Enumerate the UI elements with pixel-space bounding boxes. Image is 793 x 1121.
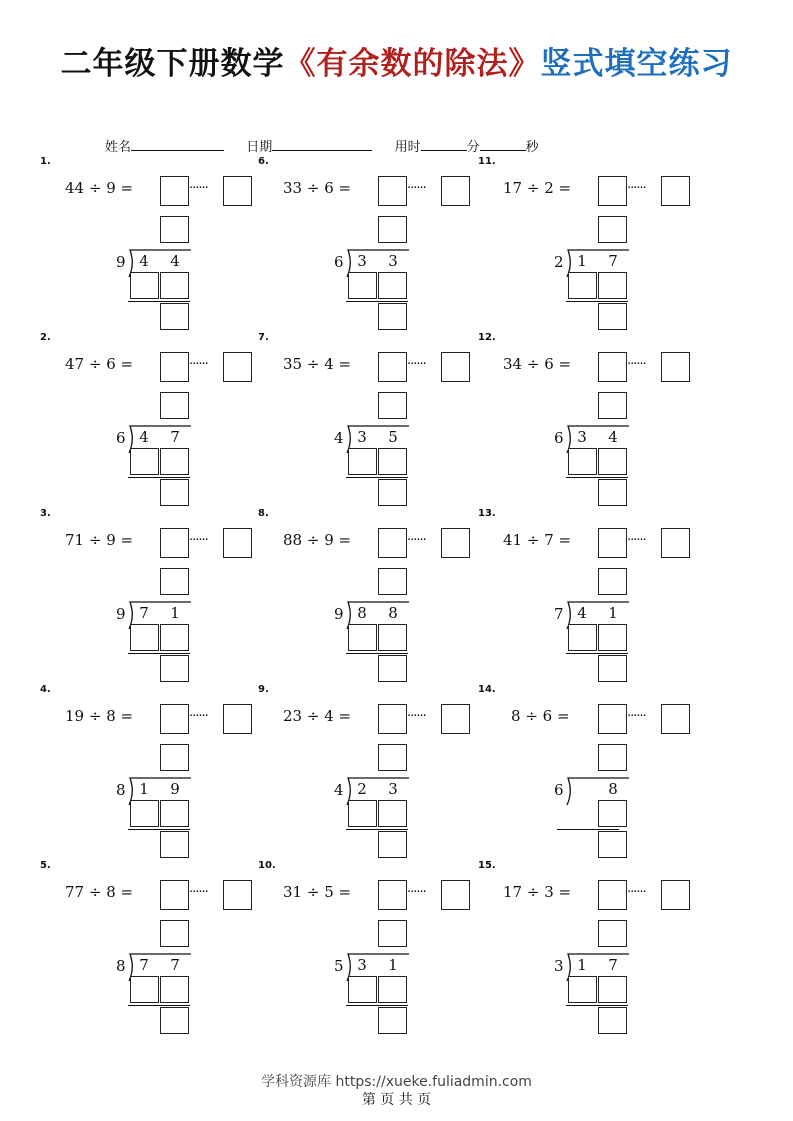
- product-ones-box[interactable]: [160, 272, 189, 299]
- subtraction-line: [346, 829, 408, 830]
- long-quotient-box[interactable]: [160, 216, 189, 243]
- problem-number: 15.: [478, 860, 496, 871]
- long-divisor: 6: [554, 781, 564, 799]
- remainder-dots: ······: [407, 357, 426, 372]
- product-ones-box[interactable]: [598, 800, 627, 827]
- product-tens-box[interactable]: [130, 448, 159, 475]
- quotient-box[interactable]: [378, 352, 407, 382]
- problem-number: 7.: [258, 332, 269, 343]
- dividend-ones: 7: [608, 252, 618, 270]
- equals-sign: =: [333, 707, 352, 725]
- long-quotient-box[interactable]: [160, 568, 189, 595]
- product-ones-box[interactable]: [160, 800, 189, 827]
- dividend-tens: 4: [139, 252, 149, 270]
- dividend: 47: [65, 355, 85, 373]
- problem-number: 11.: [478, 156, 496, 167]
- problem-11: [478, 156, 708, 331]
- dividend-ones: 7: [170, 428, 180, 446]
- equation: [503, 355, 571, 373]
- divide-sign: ÷: [84, 883, 107, 901]
- problem-number: 5.: [40, 860, 51, 871]
- dividend: 71: [65, 531, 85, 549]
- problem-6: [258, 156, 488, 331]
- remainder-box[interactable]: [223, 704, 252, 734]
- product-ones-box[interactable]: [598, 976, 627, 1003]
- equation: [65, 531, 133, 549]
- product-tens-box[interactable]: [568, 624, 597, 651]
- dividend-ones: 8: [608, 780, 618, 798]
- footer-site: 学科资源库 https://xueke.fuliadmin.com: [261, 1074, 532, 1090]
- remainder-dots: ······: [407, 181, 426, 196]
- page-title: [0, 38, 793, 83]
- product-ones-box[interactable]: [598, 448, 627, 475]
- remainder-box[interactable]: [661, 352, 690, 382]
- remainder-box[interactable]: [441, 176, 470, 206]
- equation: [65, 707, 133, 725]
- name-label: 姓名: [105, 140, 132, 155]
- quotient-box[interactable]: [160, 352, 189, 382]
- remainder-dots: ······: [627, 181, 646, 196]
- problem-14: [478, 684, 708, 859]
- dividend-tens: 1: [577, 956, 587, 974]
- minutes-field[interactable]: [421, 139, 467, 151]
- dividend-ones: 4: [170, 252, 180, 270]
- dividend-tens: 7: [139, 604, 149, 622]
- divisor: 9: [106, 179, 116, 197]
- quotient-box[interactable]: [160, 704, 189, 734]
- long-divisor: 4: [334, 781, 344, 799]
- divide-sign: ÷: [84, 531, 107, 549]
- quotient-box[interactable]: [378, 176, 407, 206]
- quotient-box[interactable]: [598, 528, 627, 558]
- remainder-box[interactable]: [223, 352, 252, 382]
- long-divisor: 8: [116, 957, 126, 975]
- long-quotient-box[interactable]: [598, 568, 627, 595]
- remainder-box[interactable]: [441, 704, 470, 734]
- remainder-box[interactable]: [661, 528, 690, 558]
- equation: [283, 179, 351, 197]
- title-exercise: 竖式填空练习: [540, 46, 733, 82]
- divisor: 8: [106, 707, 116, 725]
- problem-2: [40, 332, 270, 507]
- equals-sign: =: [333, 531, 352, 549]
- subtraction-line: [346, 301, 408, 302]
- info-row: [105, 136, 539, 155]
- long-divisor: 6: [116, 429, 126, 447]
- divide-sign: ÷: [302, 179, 325, 197]
- product-tens-box[interactable]: [568, 448, 597, 475]
- long-divisor: 2: [554, 253, 564, 271]
- equation: [503, 531, 571, 549]
- equation: [283, 531, 351, 549]
- product-tens-box[interactable]: [568, 976, 597, 1003]
- dividend: 17: [503, 179, 523, 197]
- subtraction-line: [128, 653, 190, 654]
- subtraction-line: [566, 1005, 628, 1006]
- long-division-bracket: [563, 776, 728, 806]
- long-quotient-box[interactable]: [598, 392, 627, 419]
- divide-sign: ÷: [84, 179, 107, 197]
- divide-sign: ÷: [522, 883, 545, 901]
- subtraction-line: [566, 653, 628, 654]
- subtraction-line: [128, 829, 190, 830]
- divisor: 4: [324, 355, 334, 373]
- divide-sign: ÷: [302, 531, 325, 549]
- problem-12: [478, 332, 708, 507]
- equation: [283, 707, 351, 725]
- dividend-ones: 9: [170, 780, 180, 798]
- remainder-result-box[interactable]: [160, 655, 189, 682]
- divisor: 8: [106, 883, 116, 901]
- dividend-ones: 1: [388, 956, 398, 974]
- subtraction-line: [346, 653, 408, 654]
- dividend: 19: [65, 707, 85, 725]
- subtraction-line: [566, 477, 628, 478]
- equals-sign: =: [553, 531, 572, 549]
- equation: [65, 179, 133, 197]
- long-divisor: 4: [334, 429, 344, 447]
- dividend: 34: [503, 355, 523, 373]
- dividend-tens: 4: [139, 428, 149, 446]
- long-quotient-box[interactable]: [598, 216, 627, 243]
- long-divisor: 6: [554, 429, 564, 447]
- equals-sign: =: [553, 179, 572, 197]
- dividend-tens: 3: [357, 428, 367, 446]
- divisor: 6: [106, 355, 116, 373]
- divisor: 4: [324, 707, 334, 725]
- remainder-result-box[interactable]: [160, 1007, 189, 1034]
- remainder-dots: ······: [627, 885, 646, 900]
- divide-sign: ÷: [522, 355, 545, 373]
- long-quotient-box[interactable]: [598, 744, 627, 771]
- remainder-result-box[interactable]: [378, 479, 407, 506]
- dividend: 41: [503, 531, 523, 549]
- long-divisor: 7: [554, 605, 564, 623]
- equals-sign: =: [115, 179, 134, 197]
- dividend-tens: 8: [357, 604, 367, 622]
- divide-sign: ÷: [522, 531, 545, 549]
- dividend-tens: 4: [577, 604, 587, 622]
- divisor: 3: [544, 883, 554, 901]
- equation: [503, 179, 571, 197]
- problem-4: [40, 684, 270, 859]
- product-ones-box[interactable]: [598, 272, 627, 299]
- divide-sign: ÷: [520, 707, 543, 725]
- remainder-dots: ······: [627, 533, 646, 548]
- problem-number: 8.: [258, 508, 269, 519]
- dividend-tens: 3: [357, 252, 367, 270]
- product-tens-box[interactable]: [130, 272, 159, 299]
- problem-number: 14.: [478, 684, 496, 695]
- product-tens-box[interactable]: [348, 800, 377, 827]
- divide-sign: ÷: [522, 179, 545, 197]
- equals-sign: =: [115, 883, 134, 901]
- product-ones-box[interactable]: [160, 448, 189, 475]
- quotient-box[interactable]: [378, 704, 407, 734]
- product-ones-box[interactable]: [378, 976, 407, 1003]
- equals-sign: =: [333, 883, 352, 901]
- remainder-result-box[interactable]: [378, 303, 407, 330]
- divisor: 9: [106, 531, 116, 549]
- product-tens-box[interactable]: [348, 448, 377, 475]
- name-field[interactable]: [131, 139, 224, 151]
- divide-sign: ÷: [302, 707, 325, 725]
- problem-3: [40, 508, 270, 683]
- divisor: 6: [324, 179, 334, 197]
- product-tens-box[interactable]: [348, 976, 377, 1003]
- long-quotient-box[interactable]: [160, 744, 189, 771]
- quotient-box[interactable]: [378, 528, 407, 558]
- problem-number: 3.: [40, 508, 51, 519]
- equals-sign: =: [115, 707, 134, 725]
- remainder-result-box[interactable]: [598, 831, 627, 858]
- divisor: 2: [544, 179, 554, 197]
- long-divisor: 9: [116, 605, 126, 623]
- time-label: 用时: [394, 140, 421, 155]
- long-quotient-box[interactable]: [378, 216, 407, 243]
- product-ones-box[interactable]: [378, 800, 407, 827]
- problem-7: [258, 332, 488, 507]
- date-field[interactable]: [272, 139, 372, 151]
- dividend-tens: 1: [577, 252, 587, 270]
- divisor: 9: [324, 531, 334, 549]
- dividend: 23: [283, 707, 303, 725]
- quotient-box[interactable]: [160, 880, 189, 910]
- equals-sign: =: [553, 355, 572, 373]
- seconds-label: 秒: [525, 140, 539, 155]
- seconds-field[interactable]: [480, 139, 526, 151]
- remainder-dots: ······: [407, 533, 426, 548]
- long-divisor: 6: [334, 253, 344, 271]
- quotient-box[interactable]: [378, 880, 407, 910]
- dividend-tens: 1: [139, 780, 149, 798]
- problem-10: [258, 860, 488, 1035]
- product-ones-box[interactable]: [598, 624, 627, 651]
- product-tens-box[interactable]: [348, 624, 377, 651]
- problem-number: 4.: [40, 684, 51, 695]
- remainder-result-box[interactable]: [378, 831, 407, 858]
- dividend-tens: 3: [577, 428, 587, 446]
- subtraction-line: [128, 301, 190, 302]
- remainder-result-box[interactable]: [160, 303, 189, 330]
- equals-sign: =: [552, 707, 570, 725]
- equals-sign: =: [333, 179, 352, 197]
- equals-sign: =: [333, 355, 352, 373]
- dividend-tens: 3: [357, 956, 367, 974]
- divisor: 6: [542, 707, 553, 725]
- quotient-box[interactable]: [160, 176, 189, 206]
- dividend-ones: 7: [170, 956, 180, 974]
- remainder-dots: ······: [627, 709, 646, 724]
- dividend-ones: 5: [388, 428, 398, 446]
- divide-sign: ÷: [302, 355, 325, 373]
- long-divisor: 8: [116, 781, 126, 799]
- equation: [65, 883, 133, 901]
- subtraction-line: [557, 829, 619, 830]
- problem-number: 2.: [40, 332, 51, 343]
- product-ones-box[interactable]: [378, 448, 407, 475]
- problem-5: [40, 860, 270, 1035]
- problem-1: [40, 156, 270, 331]
- problem-13: [478, 508, 708, 683]
- minutes-label: 分: [466, 140, 480, 155]
- equation: [283, 355, 351, 373]
- remainder-box[interactable]: [661, 880, 690, 910]
- remainder-dots: ······: [407, 885, 426, 900]
- remainder-result-box[interactable]: [598, 479, 627, 506]
- remainder-box[interactable]: [223, 528, 252, 558]
- subtraction-line: [566, 301, 628, 302]
- subtraction-line: [128, 1005, 190, 1006]
- remainder-result-box[interactable]: [598, 655, 627, 682]
- dividend: 33: [283, 179, 303, 197]
- quotient-box[interactable]: [598, 352, 627, 382]
- equation: [283, 883, 351, 901]
- dividend-tens: 2: [357, 780, 367, 798]
- divide-sign: ÷: [84, 355, 107, 373]
- dividend: 88: [283, 531, 303, 549]
- title-topic: 《有余数的除法》: [284, 46, 541, 82]
- equation: [511, 707, 570, 725]
- divisor: 6: [544, 355, 554, 373]
- date-label: 日期: [246, 140, 273, 155]
- long-divisor: 5: [334, 957, 344, 975]
- long-quotient-box[interactable]: [598, 920, 627, 947]
- subtraction-line: [346, 1005, 408, 1006]
- quotient-box[interactable]: [160, 528, 189, 558]
- equation: [503, 883, 571, 901]
- long-quotient-box[interactable]: [378, 392, 407, 419]
- remainder-result-box[interactable]: [378, 655, 407, 682]
- remainder-dots: ······: [189, 709, 208, 724]
- problem-number: 9.: [258, 684, 269, 695]
- long-divisor: 9: [334, 605, 344, 623]
- dividend-ones: 1: [170, 604, 180, 622]
- divisor: 5: [324, 883, 334, 901]
- problem-number: 10.: [258, 860, 276, 871]
- problem-number: 12.: [478, 332, 496, 343]
- remainder-result-box[interactable]: [160, 479, 189, 506]
- dividend-ones: 7: [608, 956, 618, 974]
- dividend: 77: [65, 883, 85, 901]
- dividend: 17: [503, 883, 523, 901]
- remainder-dots: ······: [407, 709, 426, 724]
- product-tens-box[interactable]: [130, 976, 159, 1003]
- product-ones-box[interactable]: [160, 976, 189, 1003]
- equals-sign: =: [115, 355, 134, 373]
- equals-sign: =: [553, 883, 572, 901]
- title-grade: 二年级下册数学: [60, 46, 285, 82]
- long-divisor: 3: [554, 957, 564, 975]
- quotient-box[interactable]: [598, 704, 627, 734]
- remainder-box[interactable]: [661, 176, 690, 206]
- remainder-box[interactable]: [441, 880, 470, 910]
- long-quotient-box[interactable]: [378, 568, 407, 595]
- dividend-ones: 3: [388, 780, 398, 798]
- equation: [65, 355, 133, 373]
- remainder-dots: ······: [189, 181, 208, 196]
- remainder-dots: ······: [627, 357, 646, 372]
- remainder-dots: ······: [189, 885, 208, 900]
- remainder-box[interactable]: [223, 880, 252, 910]
- footer-page: 第 页 共 页: [361, 1092, 432, 1108]
- dividend: 8: [511, 707, 521, 725]
- dividend-tens: 7: [139, 956, 149, 974]
- subtraction-line: [346, 477, 408, 478]
- problem-9: [258, 684, 488, 859]
- product-ones-box[interactable]: [378, 624, 407, 651]
- divide-sign: ÷: [84, 707, 107, 725]
- quotient-box[interactable]: [598, 880, 627, 910]
- subtraction-line: [128, 477, 190, 478]
- problem-15: [478, 860, 708, 1035]
- dividend-ones: 3: [388, 252, 398, 270]
- product-ones-box[interactable]: [378, 272, 407, 299]
- remainder-box[interactable]: [661, 704, 690, 734]
- remainder-box[interactable]: [223, 176, 252, 206]
- remainder-result-box[interactable]: [598, 303, 627, 330]
- long-quotient-box[interactable]: [160, 920, 189, 947]
- dividend: 31: [283, 883, 303, 901]
- problem-number: 6.: [258, 156, 269, 167]
- divisor: 7: [544, 531, 554, 549]
- equals-sign: =: [115, 531, 134, 549]
- long-quotient-box[interactable]: [378, 744, 407, 771]
- divide-sign: ÷: [302, 883, 325, 901]
- remainder-box[interactable]: [441, 352, 470, 382]
- dividend-ones: 1: [608, 604, 618, 622]
- dividend-ones: 4: [608, 428, 618, 446]
- dividend-ones: 8: [388, 604, 398, 622]
- remainder-result-box[interactable]: [378, 1007, 407, 1034]
- long-quotient-box[interactable]: [378, 920, 407, 947]
- dividend: 35: [283, 355, 303, 373]
- long-quotient-box[interactable]: [160, 392, 189, 419]
- remainder-dots: ······: [189, 357, 208, 372]
- dividend: 44: [65, 179, 85, 197]
- problem-8: [258, 508, 488, 683]
- product-ones-box[interactable]: [160, 624, 189, 651]
- problem-number: 1.: [40, 156, 51, 167]
- problem-number: 13.: [478, 508, 496, 519]
- long-divisor: 9: [116, 253, 126, 271]
- product-tens-box[interactable]: [568, 272, 597, 299]
- remainder-result-box[interactable]: [160, 831, 189, 858]
- remainder-dots: ······: [189, 533, 208, 548]
- remainder-box[interactable]: [441, 528, 470, 558]
- quotient-box[interactable]: [598, 176, 627, 206]
- product-tens-box[interactable]: [130, 624, 159, 651]
- product-tens-box[interactable]: [130, 800, 159, 827]
- remainder-result-box[interactable]: [598, 1007, 627, 1034]
- product-tens-box[interactable]: [348, 272, 377, 299]
